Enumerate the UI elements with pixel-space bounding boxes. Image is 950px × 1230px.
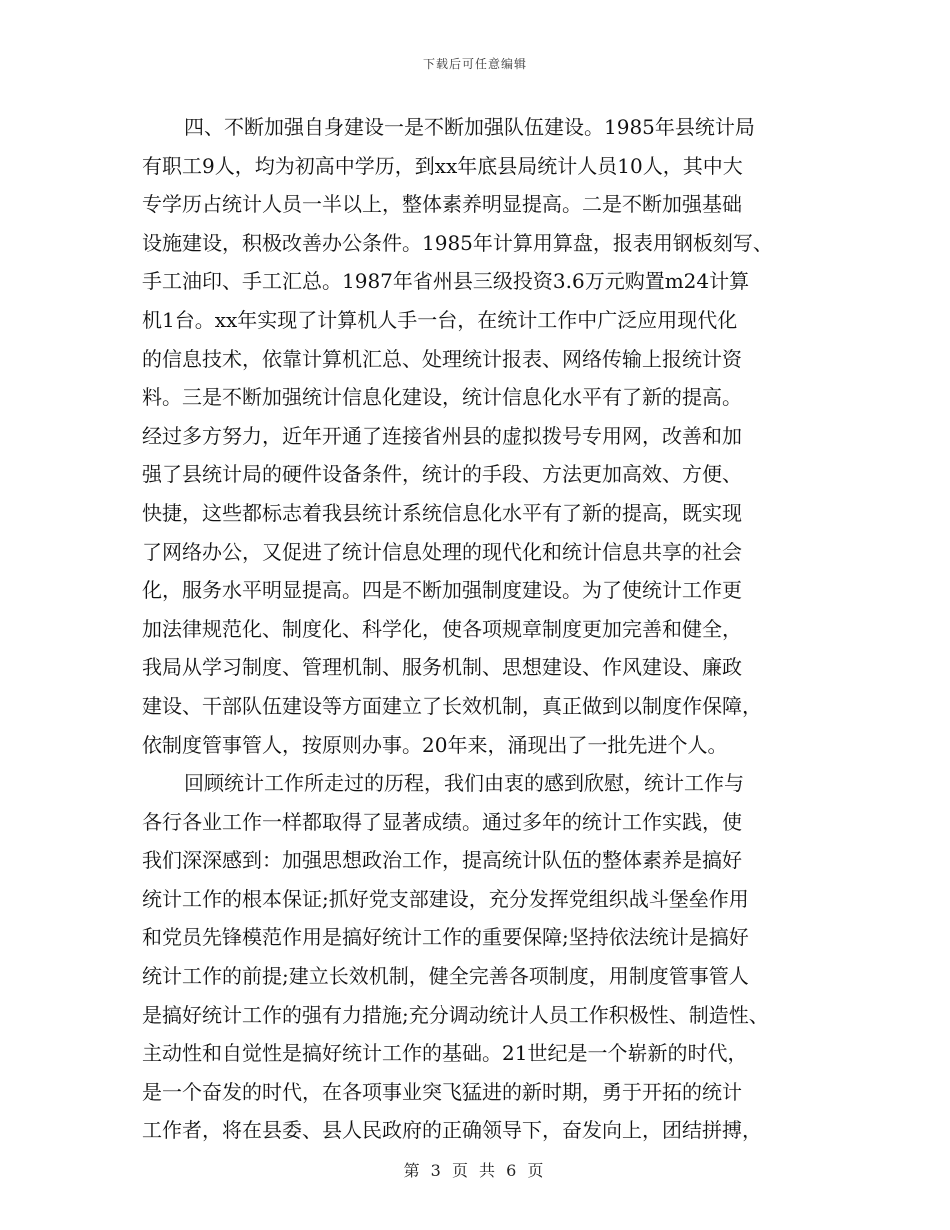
paragraph-line: 是搞好统计工作的强有力措施;充分调动统计人员工作积极性、制造性、 [142, 1002, 769, 1027]
paragraph-line: 我们深深感到：加强思想政治工作，提高统计队伍的整体素养是搞好 [142, 848, 742, 873]
paragraph-line: 加法律规范化、制度化、科学化，使各项规章制度更加完善和健全， [142, 616, 742, 641]
paragraph-line: 统计工作的前提;建立长效机制，健全完善各项制度，用制度管事管人 [142, 964, 749, 989]
paragraph-line: 四、不断加强自身建设一是不断加强队伍建设。1985年县统计局 [184, 115, 755, 139]
paragraph-line: 快捷，这些都标志着我县统计系统信息化水平有了新的提高，既实现 [142, 500, 742, 525]
paragraph-line: 了网络办公，又促进了统计信息处理的现代化和统计信息共享的社会 [142, 539, 742, 564]
paragraph-line: 化，服务水平明显提高。四是不断加强制度建设。为了使统计工作更 [142, 578, 742, 603]
paragraph-line: 的信息技术，依靠计算机汇总、处理统计报表、网络传输上报统计资 [142, 346, 742, 371]
paragraph-line: 工作者，将在县委、县人民政府的正确领导下，奋发向上，团结拼搏， [142, 1118, 762, 1143]
document-body [142, 108, 832, 1150]
paragraph-line: 强了县统计局的硬件设备条件，统计的手段、方法更加高效、方便、 [142, 462, 742, 487]
paragraph-line: 有职工9人，均为初高中学历，到xx年底县局统计人员10人，其中大 [142, 153, 743, 178]
paragraph-line: 经过多方努力，近年开通了连接省州县的虚拟拨号专用网，改善和加 [142, 423, 742, 448]
paragraph-line: 我局从学习制度、管理机制、服务机制、思想建设、作风建设、廉政 [142, 655, 742, 680]
paragraph-line: 回顾统计工作所走过的历程，我们由衷的感到欣慰，统计工作与 [184, 771, 744, 796]
paragraph-line: 手工油印、手工汇总。1987年省州县三级投资3.6万元购置m24计算 [142, 269, 750, 294]
paragraph-line: 是一个奋发的时代，在各项事业突飞猛进的新时期，勇于开拓的统计 [142, 1079, 742, 1104]
paragraph-line: 统计工作的根本保证;抓好党支部建设，充分发挥党组织战斗堡垒作用 [142, 886, 749, 911]
page-number: 第 3 页 共 6 页 [403, 1161, 547, 1180]
paragraph-line: 设施建设，积极改善办公条件。1985年计算用算盘，报表用钢板刻写、 [142, 230, 773, 255]
paragraph-line: 和党员先锋模范作用是搞好统计工作的重要保障;坚持依法统计是搞好 [142, 925, 749, 950]
paragraph-line: 各行各业工作一样都取得了显著成绩。通过多年的统计工作实践，使 [142, 809, 742, 834]
paragraph-line: 机1台。xx年实现了计算机人手一台，在统计工作中广泛应用现代化 [142, 307, 738, 332]
header-note: 下载后可任意编辑 [422, 57, 527, 71]
paragraph-line: 料。三是不断加强统计信息化建设，统计信息化水平有了新的提高。 [142, 385, 742, 410]
paragraph-line: 专学历占统计人员一半以上，整体素养明显提高。二是不断加强基础 [142, 192, 742, 217]
paragraph-line: 主动性和自觉性是搞好统计工作的基础。21世纪是一个崭新的时代， [142, 1041, 748, 1066]
paragraph-line: 建设、干部队伍建设等方面建立了长效机制，真正做到以制度作保障， [142, 693, 762, 718]
paragraph-line: 依制度管事管人，按原则办事。20年来，涌现出了一批先进个人。 [142, 732, 728, 757]
